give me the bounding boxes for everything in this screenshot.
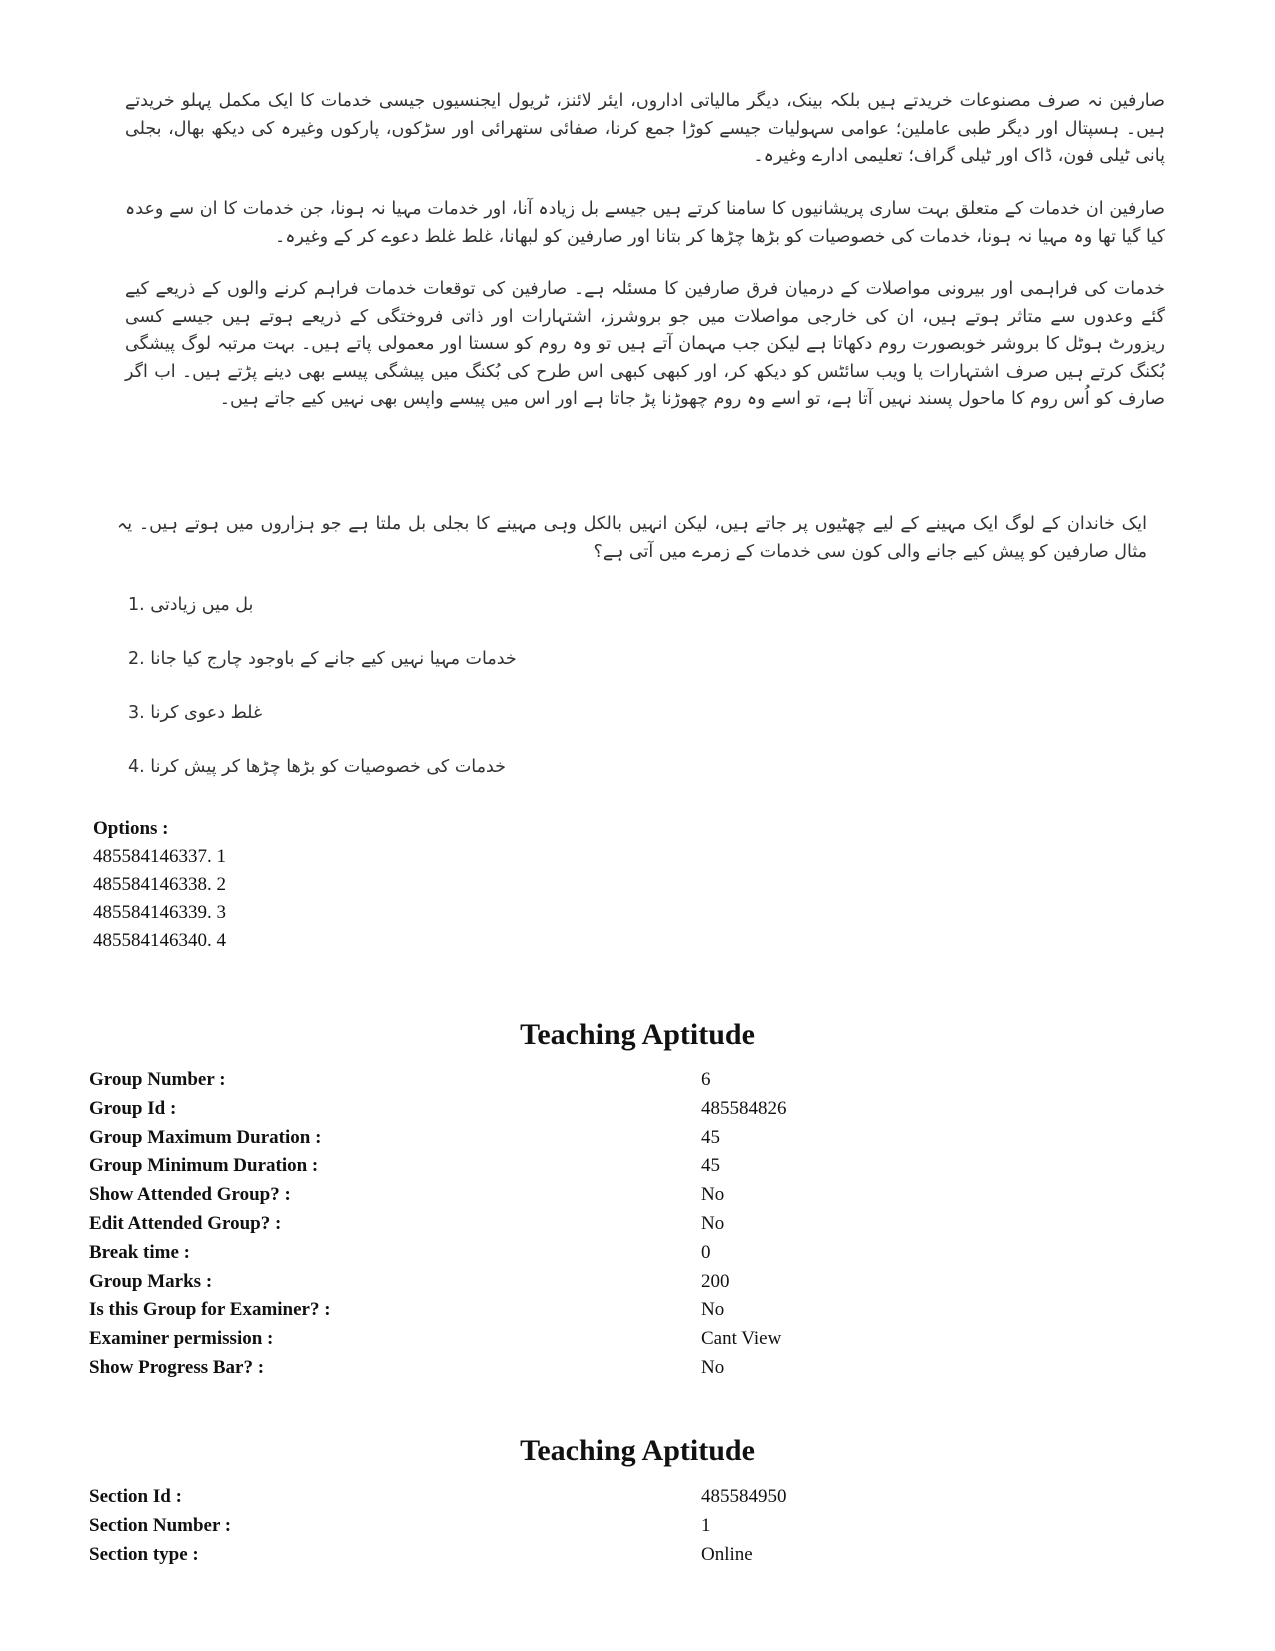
info-label: Section type : (89, 1543, 199, 1565)
info-label: Break time : (89, 1241, 190, 1263)
group-info-table (89, 1069, 1189, 1386)
answer-list (128, 595, 517, 811)
answer-number: 4. (128, 757, 145, 777)
option-item: 485584146339. 3 (93, 902, 226, 923)
answer-number: 2. (128, 649, 145, 669)
info-label: Group Id : (89, 1097, 177, 1119)
info-label: Show Attended Group? : (89, 1184, 291, 1206)
info-value: 200 (701, 1270, 730, 1292)
info-value: Online (701, 1543, 753, 1565)
group-section-title: Teaching Aptitude (520, 1018, 755, 1051)
info-label: Edit Attended Group? : (89, 1212, 282, 1234)
info-row (89, 1242, 1189, 1271)
info-row (89, 1069, 1189, 1098)
info-row (89, 1213, 1189, 1242)
answer-text: بل میں زیادتی (150, 595, 254, 615)
section-info-table (89, 1486, 1189, 1572)
info-row (89, 1486, 1189, 1515)
info-value: Cant View (701, 1328, 782, 1350)
info-value: 45 (701, 1155, 720, 1177)
info-value: 1 (701, 1514, 711, 1536)
answer-text: خدمات مہیا نہیں کیے جانے کے باوجود چارج کیا جانا (150, 649, 517, 669)
info-value: 6 (701, 1069, 711, 1090)
info-label: Section Id : (89, 1486, 182, 1507)
info-value: No (701, 1184, 725, 1206)
answer-number: 1. (128, 595, 145, 615)
info-label: Group Maximum Duration : (89, 1126, 322, 1148)
info-label: Group Minimum Duration : (89, 1155, 319, 1177)
info-value: No (701, 1356, 725, 1378)
section-info-title: Teaching Aptitude (520, 1434, 755, 1467)
info-row (89, 1299, 1189, 1328)
info-value: 485584950 (701, 1486, 787, 1507)
info-value: 0 (701, 1241, 711, 1263)
info-label: Is this Group for Examiner? : (89, 1299, 331, 1321)
info-row (89, 1515, 1189, 1544)
info-label: Group Number : (89, 1069, 226, 1090)
info-label: Group Marks : (89, 1270, 213, 1292)
info-value: No (701, 1299, 725, 1321)
passage-paragraph-1: صارفین نہ صرف مصنوعات خریدتے ہیں بلکہ بینک، دیگر مالیاتی اداروں، ایئر لائنز، ٹریول ایجنسیوں جیسی خدمات کا ایک مکمل پہلو خریدتے ہیں۔ ہسپتال اور دیگر طبی عاملین؛ عوامی سہولیات جیسے کوڑا جمع کرنا، صفائی ستھرائی اور سڑکوں، پارکوں وغیرہ کی دیکھ بھال، بجلی پانی ٹیلی فون، ڈاک اور ٹیلی گراف؛ تعلیمی ادارے وغیرہ۔ (125, 91, 1165, 166)
info-row (89, 1271, 1189, 1300)
answer-number: 3. (128, 703, 145, 723)
info-row (89, 1544, 1189, 1573)
info-row (89, 1328, 1189, 1357)
option-item: 485584146338. 2 (93, 874, 226, 895)
option-item: 485584146337. 1 (93, 846, 226, 867)
info-label: Examiner permission : (89, 1328, 274, 1350)
info-row (89, 1155, 1189, 1184)
options-block (93, 815, 226, 955)
answer-item (128, 757, 517, 811)
options-heading: Options : (93, 818, 169, 839)
option-item: 485584146340. 4 (93, 930, 226, 951)
info-label: Show Progress Bar? : (89, 1356, 265, 1378)
info-row (89, 1098, 1189, 1127)
info-value: 485584826 (701, 1097, 787, 1119)
info-value: No (701, 1212, 725, 1234)
answer-text: غلط دعوی کرنا (150, 703, 263, 723)
info-row (89, 1184, 1189, 1213)
passage-paragraph-2: صارفین ان خدمات کے متعلق بہت ساری پریشانیوں کا سامنا کرتے ہیں جیسے بل زیادہ آنا، اور خدمات مہیا نہ ہونا، جن خدمات کا ان سے وعدہ کیا گیا تھا وہ مہیا نہ ہونا، خدمات کی خصوصیات کو بڑھا چڑھا کر بتانا اور صارفین کو لبھانا، غلط غلط دعوے کر کے وغیرہ۔ (125, 199, 1165, 247)
info-row (89, 1127, 1189, 1156)
answer-text: خدمات کی خصوصیات کو بڑھا چڑھا کر پیش کرنا (150, 757, 506, 777)
answer-item (128, 649, 517, 703)
answer-item (128, 595, 517, 649)
passage-paragraph-3: خدمات کی فراہمی اور بیرونی مواصلات کے درمیان فرق صارفین کا مسئلہ ہے۔ صارفین کی توقعات خدمات فراہم کرنے والوں کے ذریعے کیے گئے وعدوں سے متاثر ہوتے ہیں، ان کی خارجی مواصلات میں جو بروشرز، اشتہارات اور ذاتی فروختگی کے ذریعے ہوتے ہیں جیسے کسی ریزورٹ ہوٹل کا بروشر خوبصورت روم دکھاتا ہے لیکن جب مہمان آتے ہیں تو وہ روم کو سستا اور معمولی پاتے ہیں۔ بہت مرتبہ لوگ پیشگی بُکنگ کرتے ہیں صرف اشتہارات یا ویب سائٹس کو دیکھ کر، اور کبھی کبھی اس طرح کی بُکنگ میں پیشگی پیسے بھی دینے پڑتے ہیں۔ اب اگر صارف کو اُس روم کا ماحول پسند نہیں آتا ہے، تو اسے وہ روم چھوڑنا پڑ جاتا ہے اور اس میں پیسے واپس بھی نہیں کیے جاتے ہیں۔ (125, 279, 1165, 409)
info-row (89, 1357, 1189, 1386)
answer-item (128, 703, 517, 757)
question-text: ایک خاندان کے لوگ ایک مہینے کے لیے چھٹیوں پر جاتے ہیں، لیکن انہیں بالکل وہی مہینے کا بجلی بل ملتا ہے جو ہزاروں میں ہوتے ہیں۔ یہ مثال صارفین کو پیش کیے جانے والی کون سی خدمات کے زمرے میں آتی ہے؟ (117, 514, 1147, 562)
info-value: 45 (701, 1126, 720, 1148)
info-label: Section Number : (89, 1514, 232, 1536)
